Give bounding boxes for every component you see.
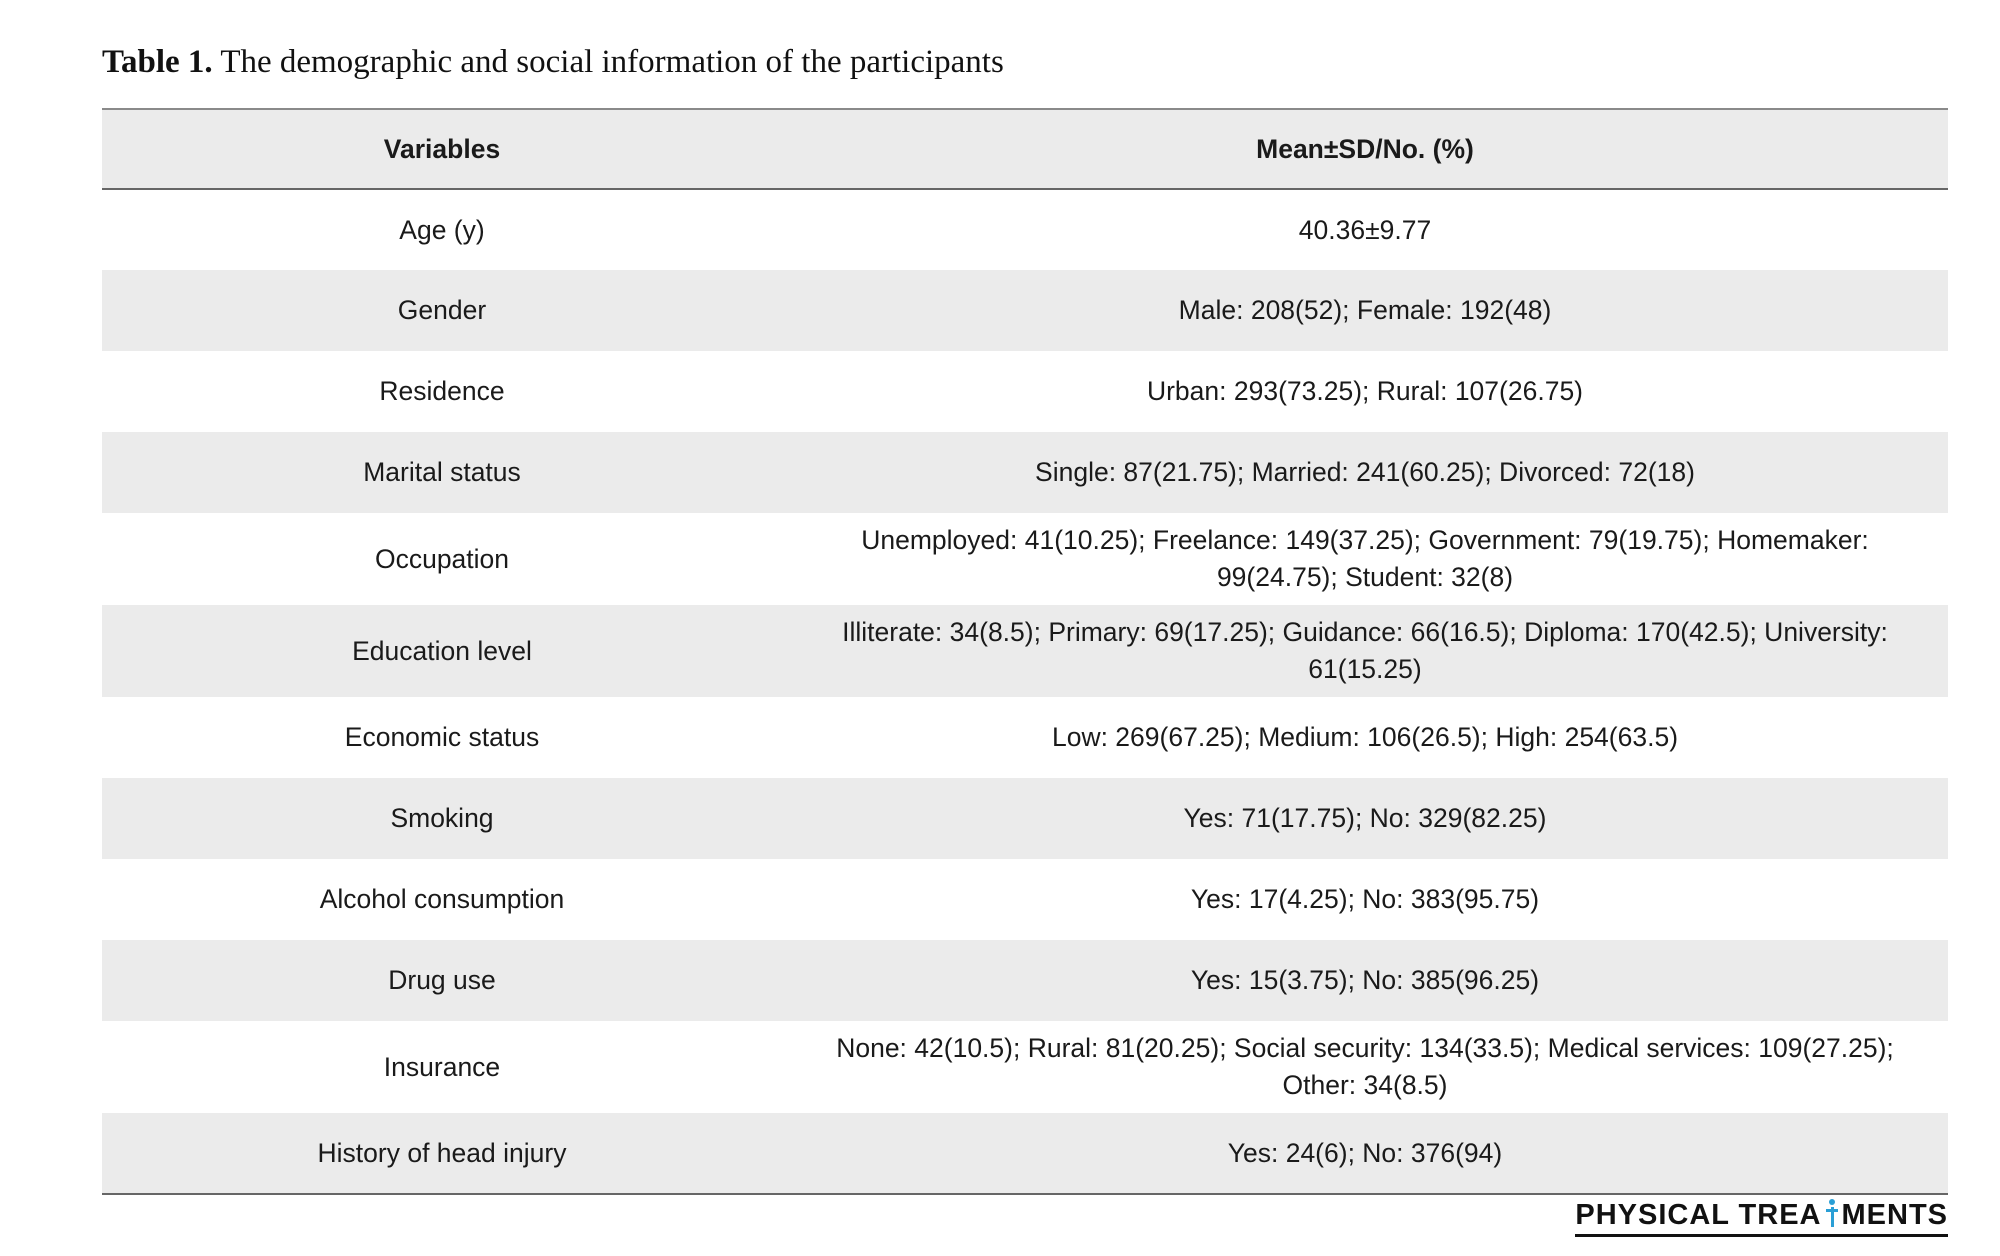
row-variable: Age (y) (399, 214, 485, 245)
row-variable: Occupation (374, 543, 510, 574)
table-row (102, 513, 1948, 605)
table-row (102, 605, 1948, 697)
row-value: Yes: 71(17.75); No: 329(82.25) (1183, 803, 1547, 833)
header-variables: Variables (383, 133, 501, 164)
row-variable: Insurance (383, 1051, 501, 1082)
header-mean-sd: Mean±SD/No. (%) (1256, 133, 1474, 164)
row-variable: Economic status (344, 722, 540, 752)
row-variable: Alcohol consumption (319, 884, 565, 914)
row-variable: Marital status (363, 457, 521, 487)
table-row (102, 1021, 1948, 1113)
row-value: Yes: 17(4.25); No: 383(95.75) (1190, 884, 1540, 914)
row-value: Illiterate: 34(8.5); Primary: 69(17.25); Guidance: 66(16.5); Diploma: 170(42.5); University: 61(15.25) (842, 617, 1888, 684)
journal-logo (1575, 1198, 1948, 1237)
table-row (102, 859, 1948, 940)
table-caption (102, 44, 1004, 81)
table-caption-text: The demographic and social information of the participants (220, 44, 1004, 80)
row-value: Yes: 24(6); No: 376(94) (1227, 1137, 1503, 1168)
demographics-table (102, 108, 1948, 1195)
table-row (102, 778, 1948, 859)
row-value: 40.36±9.77 (1298, 214, 1432, 245)
table-row (102, 351, 1948, 432)
row-value: None: 42(10.5); Rural: 81(20.25); Social security: 134(33.5); Medical services: 109(27.25); Other: 34(8.5) (836, 1033, 1894, 1100)
table-row (102, 189, 1948, 270)
row-variable: History of head injury (317, 1137, 567, 1168)
row-variable: Smoking (390, 803, 494, 833)
table-caption-label: Table 1. (102, 44, 213, 80)
row-variable: Gender (397, 295, 487, 325)
row-value: Low: 269(67.25); Medium: 106(26.5); High: 254(63.5) (1051, 722, 1679, 752)
table-row (102, 270, 1948, 351)
journal-logo-text-start: PHYSICAL TREA (1575, 1199, 1822, 1231)
journal-logo-text-end: MENTS (1841, 1199, 1948, 1231)
table-row (102, 940, 1948, 1021)
row-value: Yes: 15(3.75); No: 385(96.25) (1190, 965, 1540, 995)
human-figure-icon (1826, 1199, 1838, 1227)
row-value: Unemployed: 41(10.25); Freelance: 149(37.25); Government: 79(19.75); Homemaker: 99(24.75); Student: 32(8) (861, 525, 1869, 592)
table-header-row (102, 109, 1948, 189)
table-row (102, 432, 1948, 513)
table-row (102, 1113, 1948, 1194)
row-variable: Drug use (388, 965, 496, 995)
row-value: Urban: 293(73.25); Rural: 107(26.75) (1146, 376, 1584, 406)
row-value: Male: 208(52); Female: 192(48) (1178, 295, 1552, 325)
row-variable: Residence (379, 376, 505, 406)
row-variable: Education level (352, 635, 532, 666)
row-value: Single: 87(21.75); Married: 241(60.25); Divorced: 72(18) (1035, 457, 1695, 487)
table-row (102, 697, 1948, 778)
